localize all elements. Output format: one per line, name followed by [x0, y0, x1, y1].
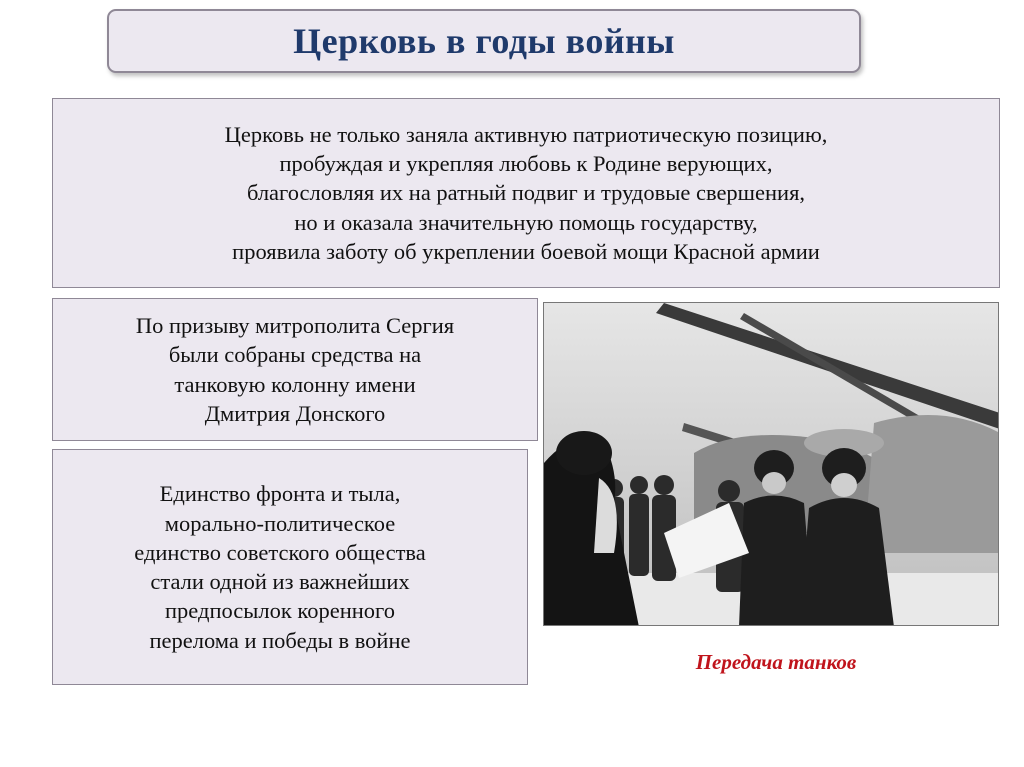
slide-title: Церковь в годы войны	[293, 21, 675, 61]
intro-line: благословляя их на ратный подвиг и трудовые свершения,	[246, 180, 806, 206]
title-box	[107, 9, 861, 73]
intro-panel	[52, 98, 1000, 288]
intro-line: проявила заботу об укреплении боевой мощи Красной армии	[232, 238, 820, 264]
intro-line: пробуждая и укрепляя любовь к Родине верующих,	[279, 151, 773, 177]
sergius-line: Дмитрия Донского	[204, 400, 386, 426]
unity-line: стали одной из важнейших	[150, 569, 410, 594]
unity-line: единство советского общества	[134, 539, 426, 565]
unity-line: перелома и победы в войне	[149, 627, 411, 653]
sergius-line: танковую колонну имени	[174, 371, 416, 397]
sergius-panel	[52, 298, 538, 441]
tank-handover-photo	[543, 302, 999, 626]
intro-line: но и оказала значительную помощь государству,	[294, 209, 758, 235]
sergius-line: По призыву митрополита Сергия	[135, 313, 455, 338]
unity-line: морально-политическое	[164, 510, 396, 536]
intro-line: Церковь не только заняла активную патриотическую позицию,	[224, 121, 828, 147]
photo-caption: Передача танков	[695, 650, 857, 674]
unity-panel	[52, 449, 528, 685]
unity-line: предпосылок коренного	[165, 598, 395, 624]
photo-illustration-icon	[544, 303, 999, 626]
unity-line: Единство фронта и тыла,	[159, 481, 401, 507]
sergius-line: были собраны средства на	[168, 342, 422, 368]
